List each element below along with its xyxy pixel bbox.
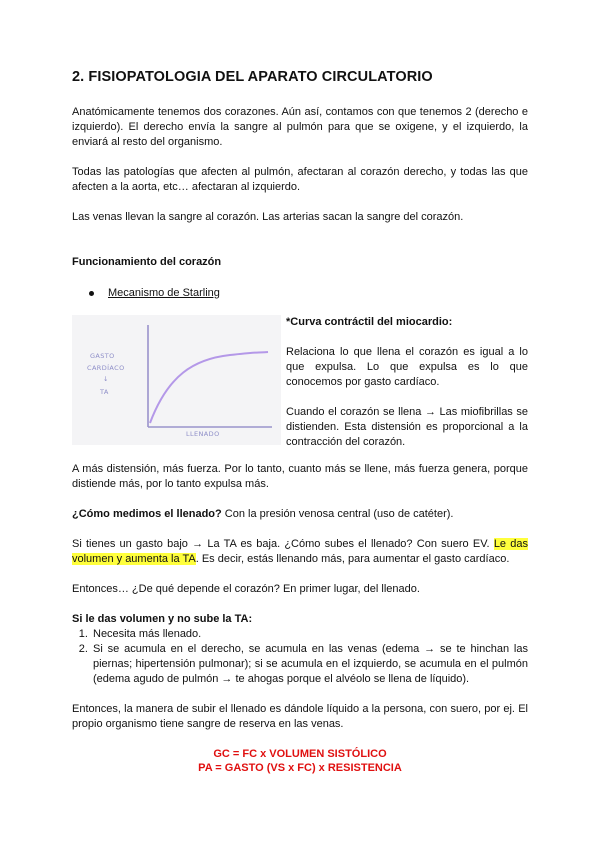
question-paragraph (72, 507, 528, 522)
formula-pa: PA = GASTO (VS x FC) x RESISTENCIA (198, 762, 402, 774)
distension-paragraph: A más distensión, más fuerza. Por lo tanto, cuanto más se llene, más fuerza genera, porque distiende más, por lo tanto expulsa más. (72, 463, 528, 490)
numbered-list (72, 627, 528, 687)
bullet-item (72, 286, 528, 301)
xlabel: LLENADO (186, 430, 220, 438)
ylabel-line-2: CARDÍACO (87, 364, 125, 372)
side-heading: *Curva contráctil del miocardio: (286, 316, 453, 328)
ylabel-line-1: GASTO (90, 352, 115, 360)
entonces-paragraph: Entonces… ¿De qué depende el corazón? En primer lugar, del llenado. (72, 583, 420, 595)
bullet-text: Mecanismo de Starling (108, 287, 220, 299)
intro-paragraph-1: Anatómicamente tenemos dos corazones. Aún así, contamos con que tenemos 2 (derecho e izquierdo). El derecho envía la sangre al pulmón para que se oxigene, y el izquierdo, la enviará al resto del organismo. (72, 106, 528, 148)
page-title: 2. FISIOPATOLOGIA DEL APARATO CIRCULATORIO (72, 69, 433, 85)
side-paragraph-1: Relaciona lo que llena el corazón es igual a lo que expulsa. Lo que expulsa es lo que conocemos por gasto cardíaco. (286, 346, 528, 388)
gasto-paragraph (72, 537, 528, 567)
final-paragraph: Entonces, la manera de subir el llenado es dándole líquido a la persona, con suero, por ej. El propio organismo tiene sangre de reserva en las venas. (72, 703, 528, 730)
bullet-icon (89, 291, 94, 296)
list-item: 2. Si se acumula en el derecho, se acumula en las venas (edema → se te hinchan las piernas; hipertensión pulmonar); si se acumula en el izquierdo, se acumula en el pulmón (edema agudo de pulmón → te ahogas porque el alvéolo se llena de líquido). (91, 642, 528, 687)
figure-and-text (72, 315, 528, 450)
ylabel-line-4: TA (100, 388, 109, 396)
gasto-text-b: . Es decir, estás llenando más, para aumentar el gasto cardíaco. (195, 553, 510, 565)
list-heading: Si le das volumen y no sube la TA: (72, 613, 253, 625)
question-bold: ¿Cómo medimos el llenado? (72, 508, 222, 520)
ylabel-line-3: ↓ (103, 375, 109, 383)
formula-gc: GC = FC x VOLUMEN SISTÓLICO (213, 748, 387, 760)
document-page (72, 68, 528, 775)
side-paragraph-2: Cuando el corazón se llena → Las miofibrillas se distienden. Esta distensión es proporcional a la contracción del corazón. (286, 406, 528, 448)
gasto-text-a: Si tienes un gasto bajo → La TA es baja. ¿Cómo subes el llenado? Con suero EV. (72, 538, 494, 550)
section-heading: Funcionamiento del corazón (72, 256, 222, 268)
contraction-curve (150, 352, 268, 423)
figure-side-text (286, 315, 528, 450)
question-rest: Con la presión venosa central (uso de catéter). (221, 508, 454, 520)
starling-curve-figure (72, 315, 281, 445)
formula-block (72, 747, 528, 775)
starling-curve-chart (72, 315, 281, 445)
intro-paragraph-3: Las venas llevan la sangre al corazón. Las arterias sacan la sangre del corazón. (72, 211, 464, 223)
highlighted-text: Le das volumen y aumenta la TA (72, 538, 528, 565)
list-item: 1. Necesita más llenado. (91, 627, 528, 642)
intro-paragraph-2: Todas las patologías que afecten al pulmón, afectaran al corazón derecho, y todas las que afecten a la aorta, etc… afectaran al izquierdo. (72, 166, 528, 193)
